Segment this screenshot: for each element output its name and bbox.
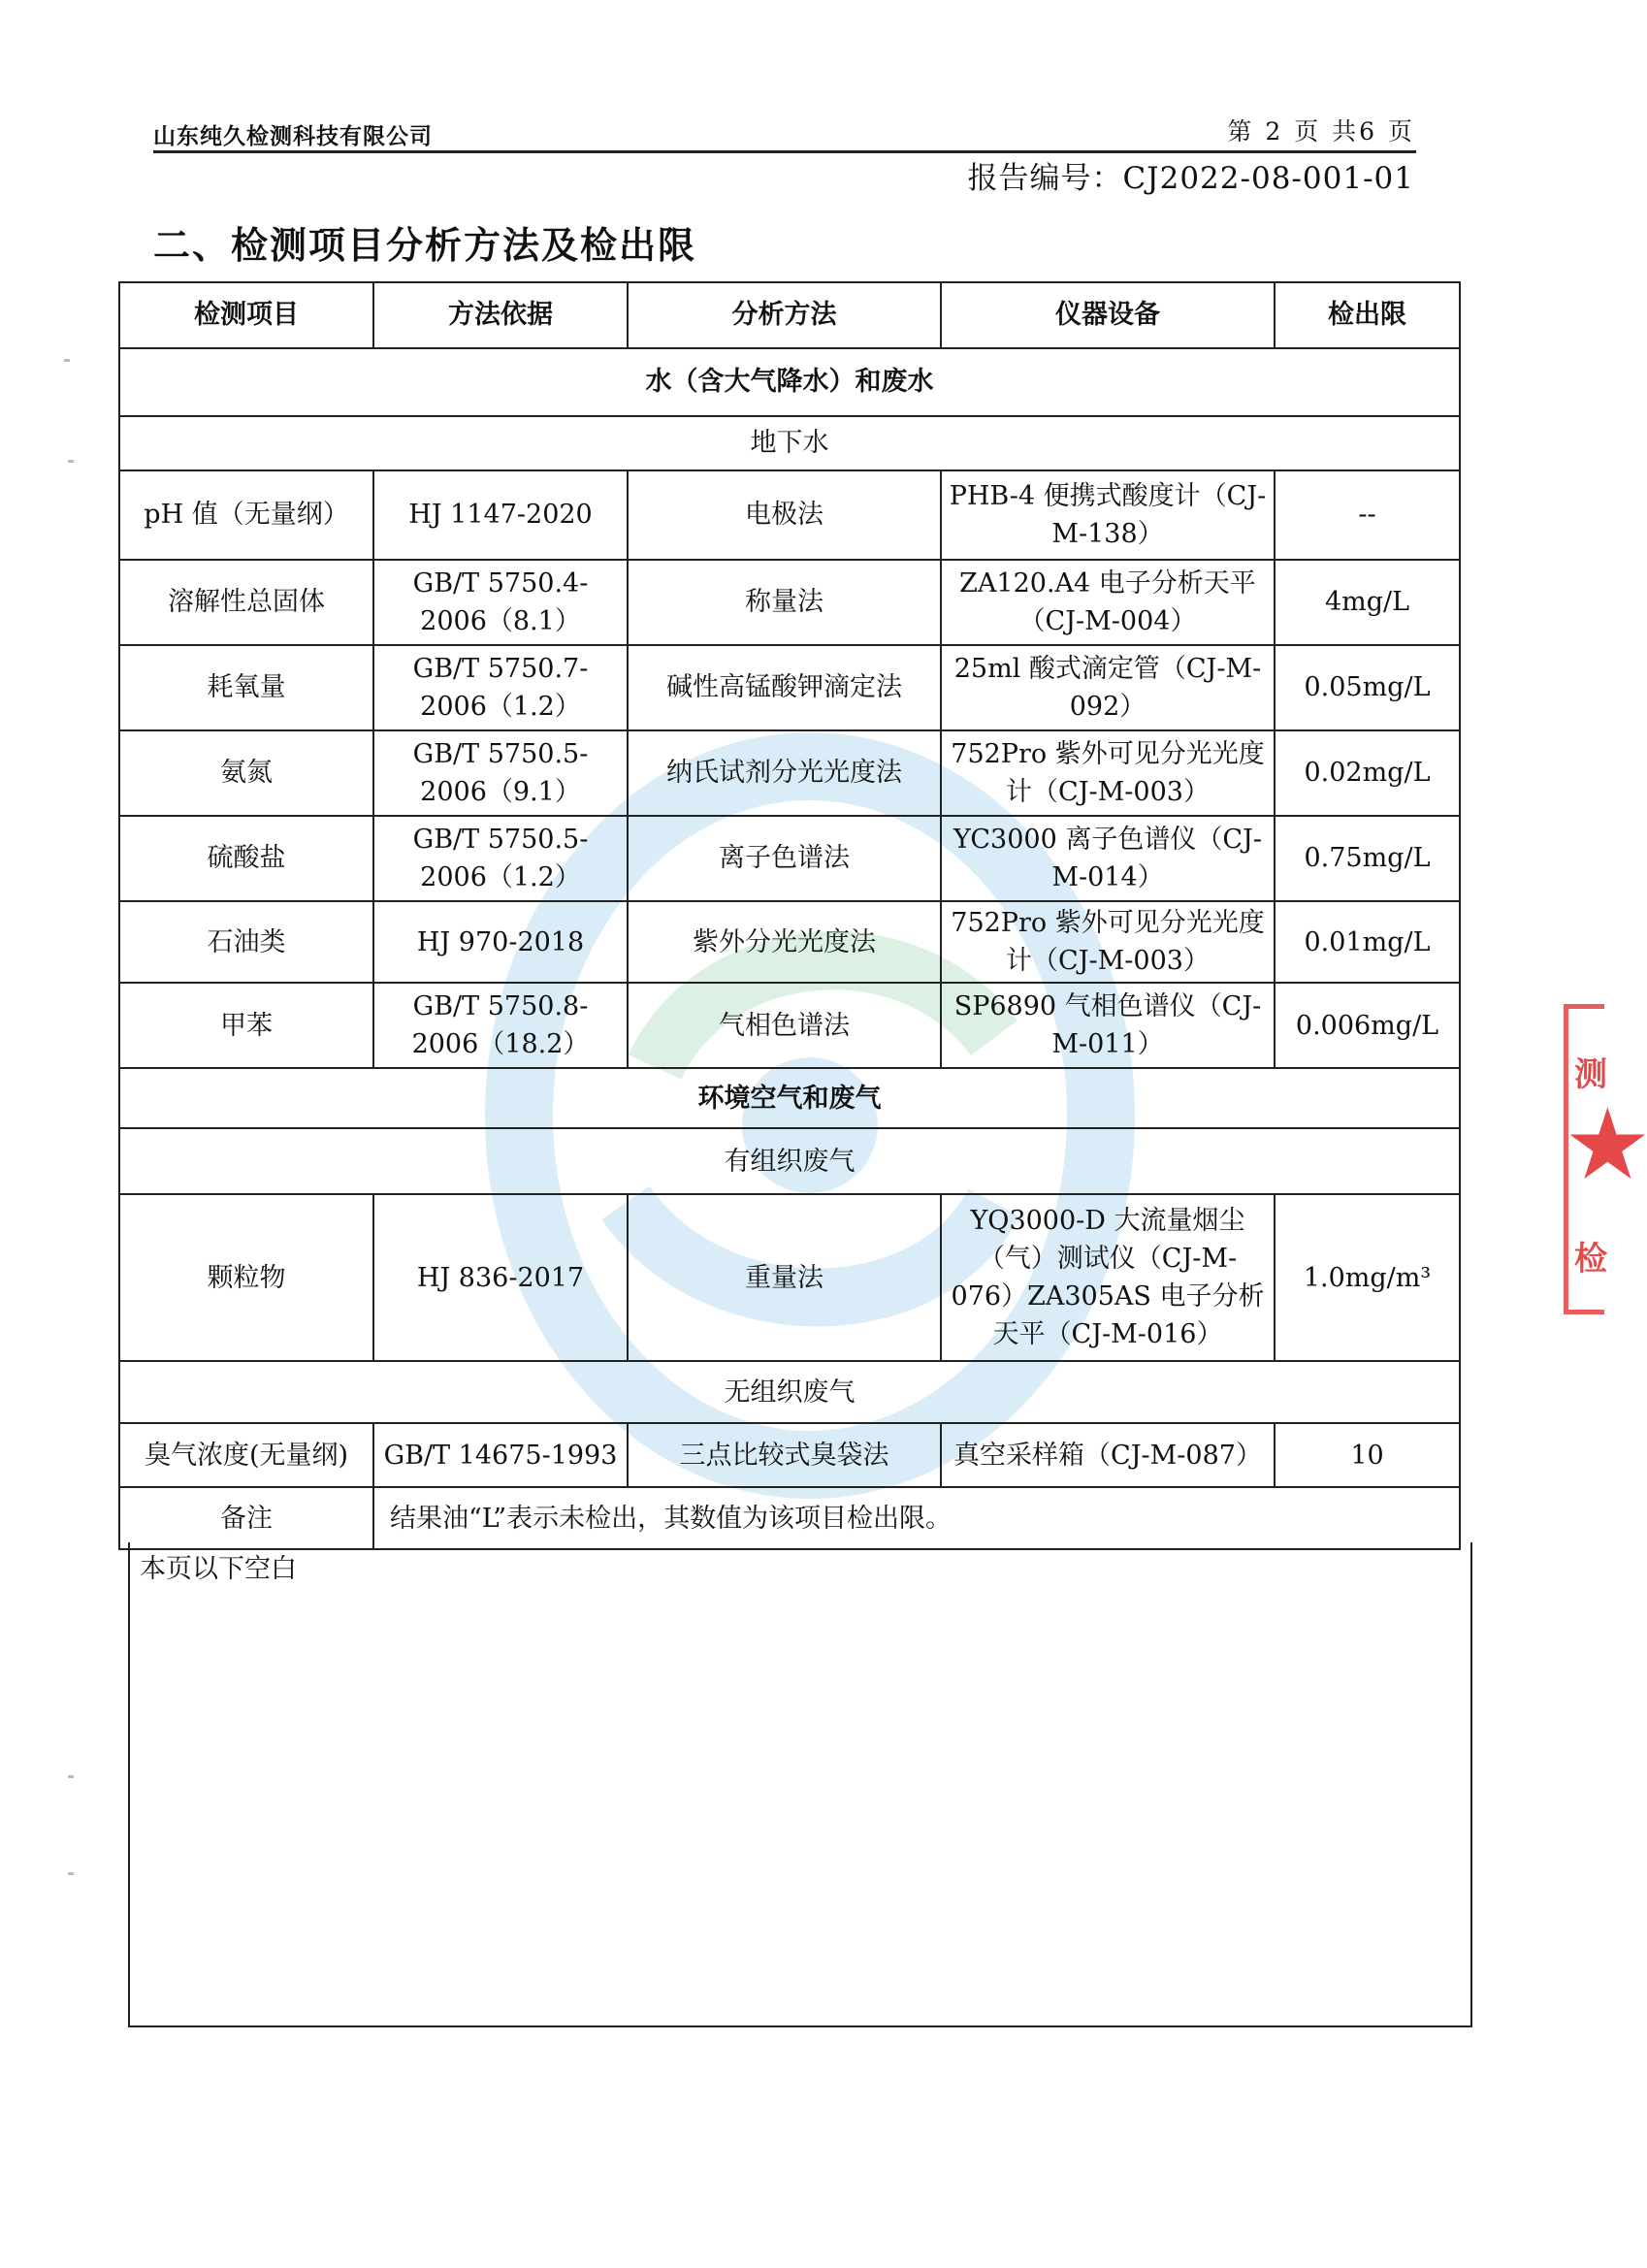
table-header-row (119, 282, 1460, 348)
table-row (119, 816, 1460, 901)
cell-limit: 0.75mg/L (1275, 816, 1460, 901)
table-row (119, 983, 1460, 1068)
category-row (119, 1068, 1460, 1128)
subcategory-row (119, 416, 1460, 470)
cell-standard: GB/T 5750.7-2006（1.2） (373, 645, 628, 730)
company-name: 山东纯久检测科技有限公司 (153, 124, 433, 149)
cell-limit: -- (1275, 470, 1460, 560)
cell-instrument: 752Pro 紫外可见分光光度计（CJ-M-003） (941, 730, 1275, 816)
stamp-char-1: 测 (1574, 1055, 1607, 1094)
remark-row (119, 1487, 1460, 1549)
cell-instrument: 真空采样箱（CJ-M-087） (941, 1423, 1275, 1487)
blank-note: 本页以下空白 (140, 1554, 297, 1584)
cell-limit: 4mg/L (1275, 560, 1460, 645)
stamp-char-2: 检 (1574, 1240, 1607, 1279)
cell-instrument: YC3000 离子色谱仪（CJ-M-014） (941, 816, 1275, 901)
cell-method: 气相色谱法 (628, 983, 941, 1068)
cell-method: 称量法 (628, 560, 941, 645)
table-row (119, 470, 1460, 560)
cell-instrument: 25ml 酸式滴定管（CJ-M-092） (941, 645, 1275, 730)
cell-standard: GB/T 5750.8-2006（18.2） (373, 983, 628, 1068)
cell-item: 甲苯 (119, 983, 373, 1068)
scan-mark (64, 359, 70, 362)
section-title: 二、检测项目分析方法及检出限 (153, 224, 697, 267)
cell-limit: 0.02mg/L (1275, 730, 1460, 816)
subcategory-unorganized: 无组织废气 (119, 1361, 1460, 1423)
cell-instrument: ZA120.A4 电子分析天平（CJ-M-004） (941, 560, 1275, 645)
page-indicator: 第 2 页 共6 页 (1227, 117, 1415, 146)
col-header-item: 检测项目 (119, 282, 373, 348)
subcategory-groundwater: 地下水 (119, 416, 1460, 470)
cell-standard: GB/T 5750.4-2006（8.1） (373, 560, 628, 645)
table-row (119, 560, 1460, 645)
cell-standard: HJ 836-2017 (373, 1194, 628, 1361)
cell-instrument: PHB-4 便携式酸度计（CJ-M-138） (941, 470, 1275, 560)
cell-standard: HJ 1147-2020 (373, 470, 628, 560)
report-number: 报告编号：CJ2022-08-001-01 (967, 161, 1414, 196)
table-row (119, 730, 1460, 816)
col-header-standard: 方法依据 (373, 282, 628, 348)
table-row (119, 645, 1460, 730)
red-stamp (1564, 1004, 1647, 1314)
cell-limit: 10 (1275, 1423, 1460, 1487)
table-row (119, 1194, 1460, 1361)
cell-instrument: 752Pro 紫外可见分光光度计（CJ-M-003） (941, 901, 1275, 983)
cell-standard: GB/T 14675-1993 (373, 1423, 628, 1487)
col-header-limit: 检出限 (1275, 282, 1460, 348)
cell-limit: 0.05mg/L (1275, 645, 1460, 730)
cell-method: 紫外分光光度法 (628, 901, 941, 983)
cell-instrument: YQ3000-D 大流量烟尘（气）测试仪（CJ-M-076）ZA305AS 电子分析天平（CJ-M-016） (941, 1194, 1275, 1361)
scan-mark (68, 1872, 74, 1875)
cell-instrument: SP6890 气相色谱仪（CJ-M-011） (941, 983, 1275, 1068)
cell-item: 溶解性总固体 (119, 560, 373, 645)
scan-mark (68, 460, 74, 463)
remark-label: 备注 (119, 1487, 373, 1549)
cell-method: 重量法 (628, 1194, 941, 1361)
category-air: 环境空气和废气 (119, 1068, 1460, 1128)
cell-standard: HJ 970-2018 (373, 901, 628, 983)
cell-item: 氨氮 (119, 730, 373, 816)
subcategory-row (119, 1361, 1460, 1423)
cell-item: 臭气浓度(无量纲) (119, 1423, 373, 1487)
category-water: 水（含大气降水）和废水 (119, 348, 1460, 416)
table-row (119, 901, 1460, 983)
cell-standard: GB/T 5750.5-2006（9.1） (373, 730, 628, 816)
table-row (119, 1423, 1460, 1487)
cell-item: pH 值（无量纲） (119, 470, 373, 560)
subcategory-organized: 有组织废气 (119, 1128, 1460, 1194)
cell-method: 电极法 (628, 470, 941, 560)
cell-standard: GB/T 5750.5-2006（1.2） (373, 816, 628, 901)
method-table (118, 281, 1461, 1550)
cell-item: 颗粒物 (119, 1194, 373, 1361)
cell-item: 硫酸盐 (119, 816, 373, 901)
cell-limit: 0.006mg/L (1275, 983, 1460, 1068)
blank-area (128, 1542, 1472, 2027)
col-header-method: 分析方法 (628, 282, 941, 348)
cell-method: 三点比较式臭袋法 (628, 1423, 941, 1487)
subcategory-row (119, 1128, 1460, 1194)
cell-limit: 0.01mg/L (1275, 901, 1460, 983)
cell-item: 石油类 (119, 901, 373, 983)
cell-item: 耗氧量 (119, 645, 373, 730)
cell-method: 纳氏试剂分光光度法 (628, 730, 941, 816)
category-row (119, 348, 1460, 416)
cell-method: 离子色谱法 (628, 816, 941, 901)
scan-mark (68, 1775, 74, 1778)
star-icon: ★ (1568, 1093, 1647, 1196)
cell-limit: 1.0mg/m³ (1275, 1194, 1460, 1361)
col-header-instrument: 仪器设备 (941, 282, 1275, 348)
cell-method: 碱性高锰酸钾滴定法 (628, 645, 941, 730)
remark-text: 结果油“L”表示未检出，其数值为该项目检出限。 (373, 1487, 1460, 1549)
